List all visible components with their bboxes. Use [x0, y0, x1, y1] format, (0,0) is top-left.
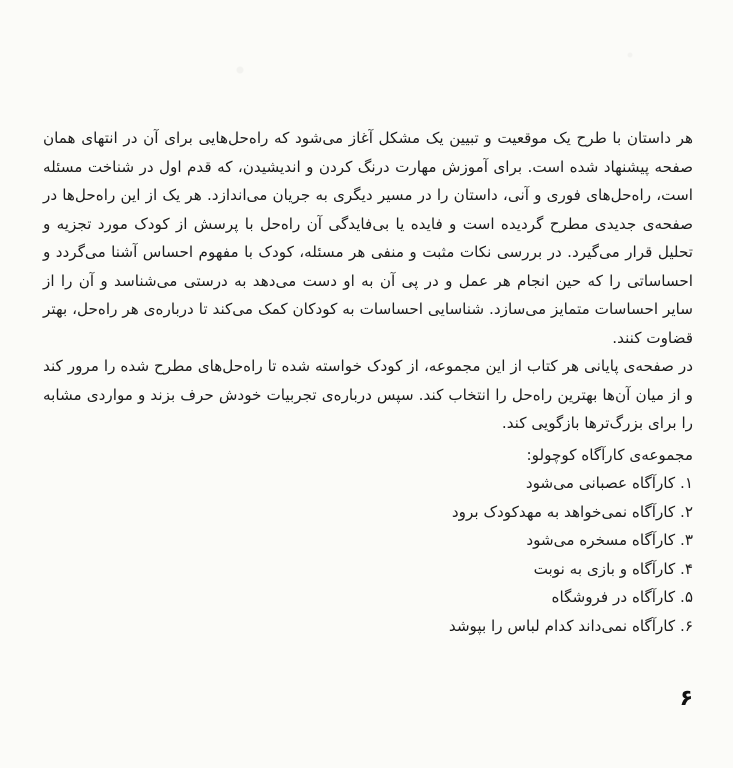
final-page-paragraph: در صفحه‌ی پایانی هر کتاب از این مجموعه، از کودک خواسته شده تا راه‌حل‌های مطرح شده را مرور کند و از میان آن‌ها بهترین راه‌حل را انتخاب کند. سپس درباره‌ی تجربیات خودش حرف بزند و مواردی مشابه را برای بزرگ‌ترها بازگویی کند. — [43, 357, 693, 432]
book-list-item: ۶. کارآگاه نمی‌داند کدام لباس را بپوشد — [448, 616, 693, 635]
intro-paragraph: هر داستان با طرح یک موقعیت و تبیین یک مشکل آغاز می‌شود که راه‌حل‌هایی برای آن در انتهای همان صفحه پیشنهاد شده است. برای آموزش مهارت درنگ کردن و اندیشیدن، که قدم اول در شناخت مسئله است، راه‌حل‌های فوری و آنی، داستان را در مسیر دیگری به جریان می‌اندازد. هر یک از این راه‌حل‌ها در صفحه‌ی جدیدی مطرح گردیده است و فایده یا بی‌فایدگی آن راه‌حل با پرسش از کودک مورد تجزیه و تحلیل قرار می‌گیرد. در بررسی نکات مثبت و منفی هر مسئله، کودک با مفهوم احساس آشنا می‌گردد و احساساتی را که حین انجام هر عمل و در پی آن به او دست می‌دهد به درستی می‌شناسد و آن را از سایر احساسات متمایز می‌سازد. شناسایی احساسات به کودکان کمک می‌کند تا درباره‌ی هر راه‌حل، بهتر قضاوت کنند. — [43, 129, 693, 347]
book-list — [43, 469, 693, 640]
book-list-item: ۴. کارآگاه و بازی به نوبت — [533, 559, 693, 578]
book-list-item: ۳. کارآگاه مسخره می‌شود — [526, 531, 693, 549]
page-content — [43, 124, 693, 640]
book-list-item: ۱. کارآگاه عصبانی می‌شود — [525, 474, 693, 492]
page-number: ۶ — [679, 686, 693, 711]
book-list-item: ۵. کارآگاه در فروشگاه — [551, 588, 693, 606]
series-title: مجموعه‌ی کارآگاه کوچولو: — [526, 445, 693, 464]
book-list-item: ۲. کارآگاه نمی‌خواهد به مهدکودک برود — [451, 502, 693, 521]
